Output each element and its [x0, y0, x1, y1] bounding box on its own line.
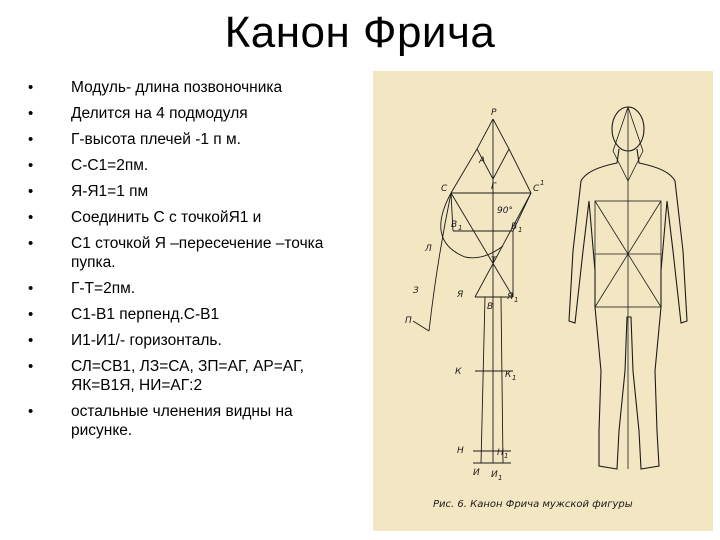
label-n: Н — [457, 446, 464, 456]
label-v1: В — [451, 220, 458, 230]
bullet-icon: • — [28, 131, 34, 148]
bullet-item — [28, 156, 358, 175]
bullet-text: Я-Я1=1 пм — [71, 183, 149, 200]
bullet-icon: • — [28, 358, 34, 375]
bullet-item — [28, 402, 358, 440]
bullet-list — [28, 78, 358, 447]
label-k1-sub: 1 — [512, 374, 517, 382]
slide-title: Канон Фрича — [224, 8, 496, 57]
bullet-icon: • — [28, 183, 34, 200]
bullet-text: Модуль- длина позвоночника — [71, 79, 283, 96]
bullet-icon: • — [28, 332, 34, 349]
label-ya1-sub: 1 — [514, 296, 519, 304]
schematic-lines — [413, 119, 531, 463]
label-b1: В — [511, 222, 518, 232]
bullet-icon: • — [28, 280, 34, 297]
bullet-icon: • — [28, 306, 34, 323]
left-shoulder-slope — [451, 149, 477, 193]
bullet-text: остальные членения видны на рисунке. — [71, 403, 293, 439]
bullet-item — [28, 208, 358, 227]
label-s1: С — [533, 184, 540, 194]
label-l: Л — [425, 244, 432, 254]
bullet-item — [28, 104, 358, 123]
label-z: З — [413, 286, 419, 296]
label-p: П — [405, 316, 412, 326]
bullet-item — [28, 305, 358, 324]
bullet-text: С-С1=2пм. — [71, 157, 149, 174]
figure-grid — [595, 107, 661, 469]
bullet-text: И1-И1/- горизонталь. — [71, 332, 222, 349]
bullet-item — [28, 182, 358, 201]
label-t: Т — [491, 256, 497, 266]
label-r: Р — [491, 108, 497, 118]
bullet-item — [28, 279, 358, 298]
label-s1-sup: 1 — [540, 179, 545, 187]
bullet-item — [28, 234, 358, 272]
figure-drawing — [373, 71, 713, 531]
bullet-text: Г-высота плечей -1 п м. — [71, 131, 241, 148]
label-angle: 90° — [497, 206, 513, 216]
bullet-icon: • — [28, 209, 34, 226]
label-i1: И — [491, 470, 498, 480]
bullet-text: Соединить С с точкойЯ1 и — [71, 209, 262, 226]
right-shoulder-slope — [509, 149, 531, 193]
left-leg-line — [481, 297, 485, 463]
arm-line — [429, 193, 451, 331]
label-ya1: Я — [507, 292, 514, 302]
label-a: А — [479, 156, 486, 166]
figure-labels — [405, 108, 544, 482]
label-ya: Я — [457, 290, 464, 300]
label-n1-sub: 1 — [504, 452, 509, 460]
label-v1-sub: 1 — [458, 224, 463, 232]
bullet-icon: • — [28, 235, 34, 252]
bullet-icon: • — [28, 105, 34, 122]
label-i1-sub: 1 — [498, 474, 503, 482]
bullet-text: Г-Т=2пм. — [71, 280, 136, 297]
label-i: И — [473, 468, 480, 478]
bullet-icon: • — [28, 403, 34, 420]
bullet-item — [28, 331, 358, 350]
fritsch-canon-figure — [373, 71, 713, 531]
label-b1-sub: 1 — [518, 226, 523, 234]
label-n1: Н — [497, 448, 504, 458]
label-k: К — [455, 367, 462, 377]
bullet-text: С1 сточкой Я –пересечение –точка пупка. — [71, 235, 324, 271]
bullet-item — [28, 130, 358, 149]
hand-line — [413, 321, 429, 331]
bullet-text: С1-В1 перпенд.С-В1 — [71, 306, 220, 323]
label-g: Г — [491, 182, 497, 192]
bullet-item — [28, 78, 358, 97]
bullet-item — [28, 357, 358, 395]
label-v: В — [487, 302, 494, 312]
bullet-text: СЛ=СВ1, ЛЗ=СА, ЗП=АГ, АР=АГ, ЯК=В1Я, НИ=АГ:2 — [71, 358, 304, 394]
right-leg-line — [501, 297, 503, 463]
label-k1: К — [505, 370, 512, 380]
bullet-icon: • — [28, 157, 34, 174]
label-s: С — [441, 184, 448, 194]
figure-caption: Рис. 6. Канон Фрича мужской фигуры — [433, 499, 633, 510]
bullet-text: Делится на 4 подмодуля — [71, 105, 248, 122]
bullet-icon: • — [28, 79, 34, 96]
